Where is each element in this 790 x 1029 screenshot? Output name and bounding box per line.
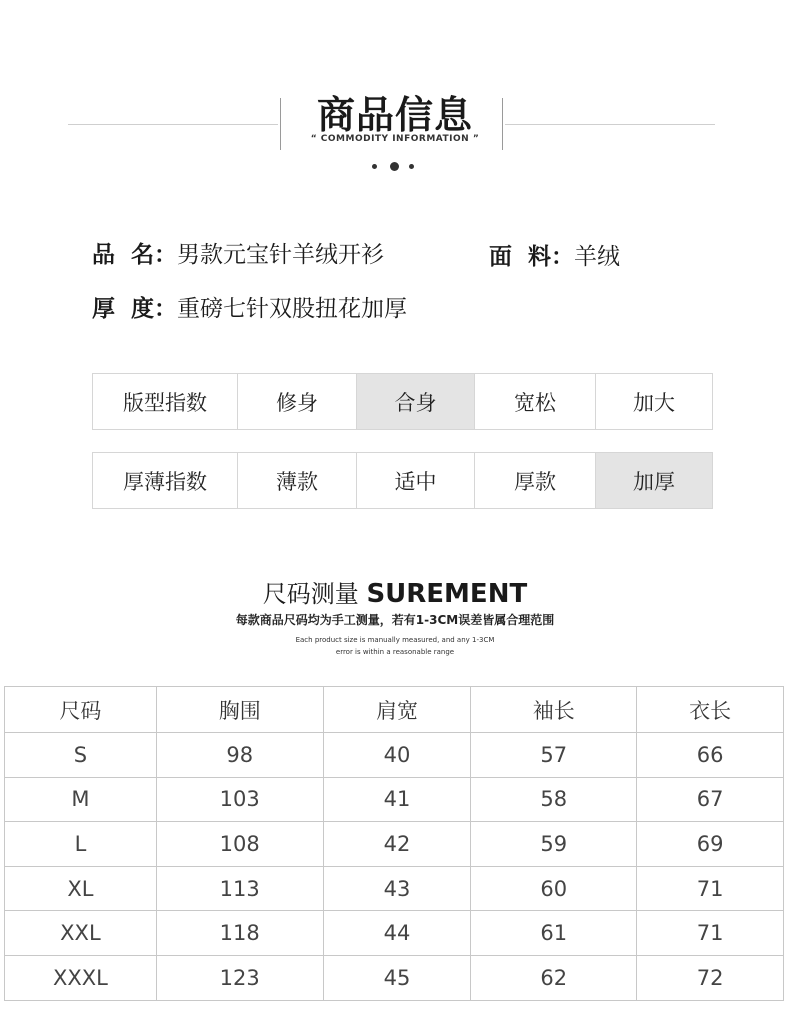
cell-chest: 118 xyxy=(156,911,323,956)
product-name-value: 男款元宝针羊绒开衫 xyxy=(177,242,385,268)
cell-sleeve: 58 xyxy=(471,777,637,822)
page-subtitle: “ COMMODITY INFORMATION ” xyxy=(310,134,480,144)
material-row xyxy=(489,238,620,271)
material-label: 面 料： xyxy=(489,244,575,270)
table-row xyxy=(5,822,784,867)
cell-shoulder: 44 xyxy=(323,911,471,956)
table-row xyxy=(5,777,784,822)
size-section-title xyxy=(0,574,790,609)
thickness-option-thick: 厚款 xyxy=(474,453,595,508)
size-table-header-row xyxy=(5,687,784,733)
size-table xyxy=(4,686,784,1001)
thickness-option-thin: 薄款 xyxy=(237,453,356,508)
cell-chest: 113 xyxy=(156,866,323,911)
table-row xyxy=(5,733,784,778)
fit-option-loose: 宽松 xyxy=(474,374,595,429)
cell-sleeve: 59 xyxy=(471,822,637,867)
thickness-option-medium: 适中 xyxy=(356,453,474,508)
cell-shoulder: 41 xyxy=(323,777,471,822)
cell-size: L xyxy=(5,822,157,867)
product-name-row xyxy=(92,236,384,269)
cell-size: XXXL xyxy=(5,955,157,1000)
fit-option-oversize: 加大 xyxy=(595,374,712,429)
thickness-row xyxy=(92,290,407,323)
table-row xyxy=(5,911,784,956)
cell-length: 71 xyxy=(637,866,784,911)
size-note-en-line1: Each product size is manually measured, and any 1-3CM xyxy=(295,636,495,644)
size-note-cn: 每款商品尺码均为手工测量，若有1-3CM误差皆属合理范围 xyxy=(235,613,555,627)
cell-length: 67 xyxy=(637,777,784,822)
header-shoulder: 肩宽 xyxy=(323,687,471,733)
dot-icon xyxy=(372,164,377,169)
thickness-index-table xyxy=(92,452,713,509)
cell-sleeve: 61 xyxy=(471,911,637,956)
cell-chest: 98 xyxy=(156,733,323,778)
fit-option-slim: 修身 xyxy=(237,374,356,429)
product-name-label: 品 名： xyxy=(92,242,178,268)
cell-size: M xyxy=(5,777,157,822)
thickness-label: 厚 度： xyxy=(92,296,178,322)
material-value: 羊绒 xyxy=(574,244,621,270)
size-note-en-line2: error is within a reasonable range xyxy=(335,648,455,656)
cell-length: 72 xyxy=(637,955,784,1000)
thickness-index-label: 厚薄指数 xyxy=(123,469,207,494)
header-size: 尺码 xyxy=(5,687,157,733)
fit-index-label: 版型指数 xyxy=(123,390,207,415)
cell-sleeve: 60 xyxy=(471,866,637,911)
cell-shoulder: 42 xyxy=(323,822,471,867)
cell-size: S xyxy=(5,733,157,778)
thickness-value: 重磅七针双股扭花加厚 xyxy=(177,296,408,322)
dot-icon xyxy=(390,162,399,171)
cell-chest: 103 xyxy=(156,777,323,822)
fit-option-regular: 合身 xyxy=(356,374,474,429)
cell-length: 66 xyxy=(637,733,784,778)
fit-index-table xyxy=(92,373,713,430)
header-chest: 胸围 xyxy=(156,687,323,733)
page-title: 商品信息 xyxy=(316,93,473,137)
dot-icon xyxy=(409,164,414,169)
header-length: 衣长 xyxy=(637,687,784,733)
cell-sleeve: 57 xyxy=(471,733,637,778)
table-row xyxy=(5,866,784,911)
cell-shoulder: 45 xyxy=(323,955,471,1000)
cell-size: XL xyxy=(5,866,157,911)
header-sleeve: 袖长 xyxy=(471,687,637,733)
cell-shoulder: 40 xyxy=(323,733,471,778)
cell-shoulder: 43 xyxy=(323,866,471,911)
cell-chest: 123 xyxy=(156,955,323,1000)
table-row xyxy=(5,955,784,1000)
cell-sleeve: 62 xyxy=(471,955,637,1000)
size-title-en: SUREMENT xyxy=(366,579,528,609)
thickness-option-extra-thick: 加厚 xyxy=(595,453,712,508)
cell-length: 69 xyxy=(637,822,784,867)
size-title-cn: 尺码测量 xyxy=(262,580,359,608)
cell-chest: 108 xyxy=(156,822,323,867)
cell-length: 71 xyxy=(637,911,784,956)
cell-size: XXL xyxy=(5,911,157,956)
